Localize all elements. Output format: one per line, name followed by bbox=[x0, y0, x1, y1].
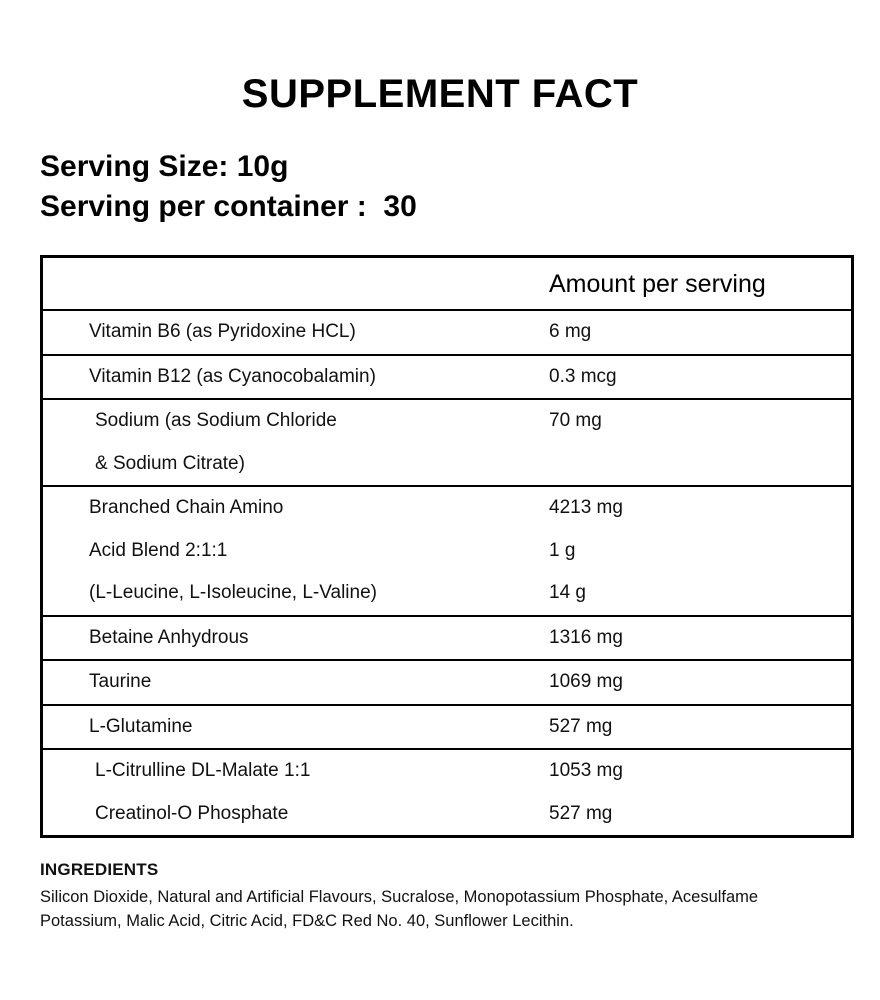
nutrient-name: (L-Leucine, L-Isoleucine, L-Valine) bbox=[89, 582, 377, 604]
table-header-name bbox=[43, 258, 523, 310]
table-row bbox=[43, 572, 851, 615]
nutrient-name: Branched Chain Amino bbox=[89, 497, 284, 519]
table-row bbox=[43, 661, 851, 706]
nutrient-amount: 1316 mg bbox=[549, 626, 623, 648]
table-row-group-tail bbox=[43, 750, 851, 835]
nutrient-name: Acid Blend 2:1:1 bbox=[89, 539, 228, 561]
table-row bbox=[43, 400, 851, 443]
table-row-group-bcaa bbox=[43, 487, 851, 617]
page-title: SUPPLEMENT FACT bbox=[241, 72, 639, 116]
ingredients-heading: INGREDIENTS bbox=[40, 860, 159, 880]
serving-size-line: Serving Size: 10g bbox=[40, 150, 289, 183]
table-row bbox=[43, 793, 851, 836]
nutrient-amount: 527 mg bbox=[549, 715, 613, 737]
nutrient-amount: 1069 mg bbox=[549, 671, 623, 693]
table-row bbox=[43, 706, 851, 751]
nutrient-amount: 70 mg bbox=[549, 410, 602, 432]
nutrient-amount bbox=[523, 443, 851, 486]
nutrient-name: & Sodium Citrate) bbox=[95, 452, 245, 474]
nutrient-name: L-Glutamine bbox=[89, 715, 193, 737]
table-row bbox=[43, 487, 851, 530]
table-header-amount: Amount per serving bbox=[549, 269, 766, 298]
nutrient-name: Sodium (as Sodium Chloride bbox=[95, 410, 337, 432]
nutrient-amount: 0.3 mcg bbox=[549, 365, 617, 387]
nutrient-name: Creatinol-O Phosphate bbox=[95, 802, 289, 824]
nutrient-name: Betaine Anhydrous bbox=[89, 626, 249, 648]
nutrient-name: Vitamin B12 (as Cyanocobalamin) bbox=[89, 365, 376, 387]
table-row-group-sodium bbox=[43, 400, 851, 487]
table-row bbox=[43, 356, 851, 401]
nutrient-name: L-Citrulline DL-Malate 1:1 bbox=[95, 760, 311, 782]
nutrient-name: Vitamin B6 (as Pyridoxine HCL) bbox=[89, 321, 356, 343]
nutrient-amount: 4213 mg bbox=[549, 497, 623, 519]
serving-per-container-line: Serving per container : 30 bbox=[40, 189, 417, 223]
nutrient-amount: 527 mg bbox=[549, 802, 613, 824]
nutrient-amount: 1053 mg bbox=[549, 760, 623, 782]
nutrient-amount: 14 g bbox=[549, 582, 586, 604]
table-row bbox=[43, 750, 851, 793]
nutrient-name: Taurine bbox=[89, 671, 152, 693]
table-header-row bbox=[43, 258, 851, 312]
table-row bbox=[43, 617, 851, 662]
ingredients-section bbox=[40, 860, 840, 934]
serving-info bbox=[40, 147, 880, 227]
table-row bbox=[43, 311, 851, 356]
nutrient-amount: 1 g bbox=[549, 539, 576, 561]
table-row bbox=[43, 530, 851, 573]
table-row bbox=[43, 443, 851, 486]
nutrient-amount: 6 mg bbox=[549, 321, 592, 343]
supplement-facts-table bbox=[40, 255, 854, 839]
ingredients-text: Silicon Dioxide, Natural and Artificial Flavours, Sucralose, Monopotassium Phosphate, Acesulfame Potassium, Malic Acid, Citric Acid, FD&C Red No. 40, Sunflower Lecithin. bbox=[40, 888, 759, 931]
